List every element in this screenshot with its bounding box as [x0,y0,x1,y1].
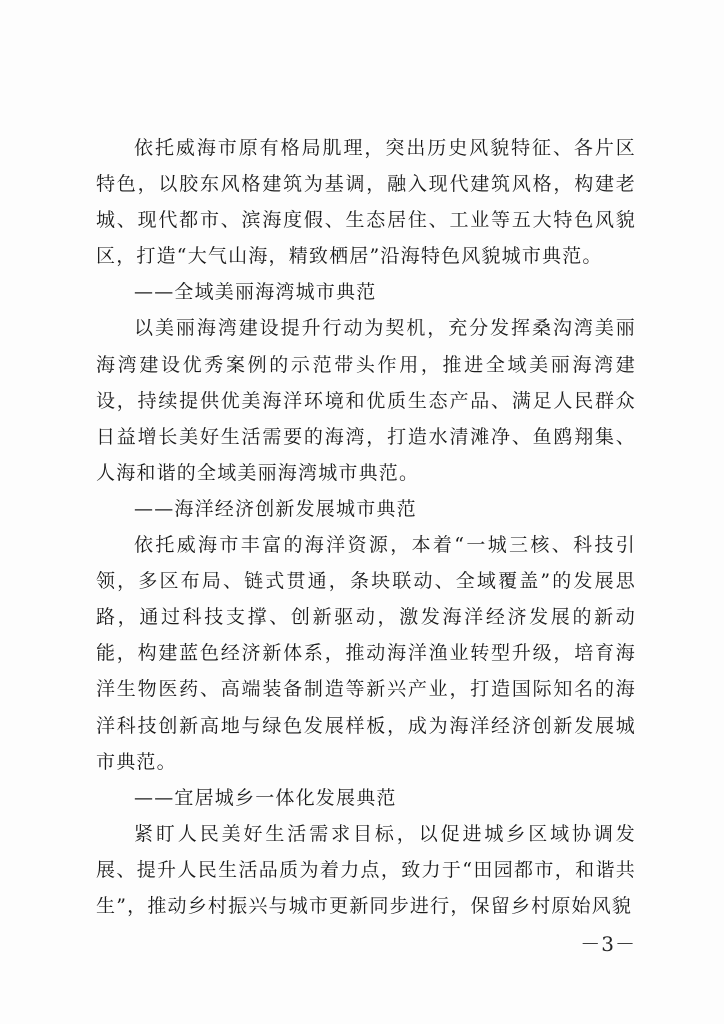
paragraph-3: 依托威海市丰富的海洋资源，本着“一城三核、科技引领，多区布局、链式贯通，条块联动、全域覆盖”的发展思路，通过科技支撑、创新驱动，激发海洋经济发展的新动能，构建蓝色经济新体系，推动海洋渔业转型升级，培育海洋生物医药、高端装备制造等新兴产业，打造国际知名的海洋科技创新高地与绿色发展样板，成为海洋经济创新发展城市典范。 [96,534,636,773]
page-number: －3－ [580,932,636,956]
paragraph-1: 依托威海市原有格局肌理，突出历史风貌特征、各片区特色，以胶东风格建筑为基调，融入现代建筑风格，构建老城、现代都市、滨海度假、生态居住、工业等五大特色风貌区，打造“大气山海，精致栖居”沿海特色风貌城市典范。 [96,137,636,268]
paragraph-2: 以美丽海湾建设提升行动为契机，充分发挥桑沟湾美丽海湾建设优秀案例的示范带头作用，推进全域美丽海湾建设，持续提供优美海洋环境和优质生态产品、满足人民群众日益增长美好生活需要的海湾，打造水清滩净、鱼鸥翔集、人海和谐的全域美丽海湾城市典范。 [96,317,636,484]
paragraph-4: 紧盯人民美好生活需求目标，以促进城乡区域协调发展、提升人民生活品质为着力点，致力于“田园都市，和谐共生”，推动乡村振兴与城市更新同步进行，保留乡村原始风貌 [96,822,636,917]
document-body [96,130,636,924]
section-heading-urban-rural: ——宜居城乡一体化发展典范 [134,786,397,809]
section-heading-coastal-bay: ——全域美丽海湾城市典范 [134,281,377,304]
section-heading-marine-economy: ——海洋经济创新发展城市典范 [134,497,417,520]
